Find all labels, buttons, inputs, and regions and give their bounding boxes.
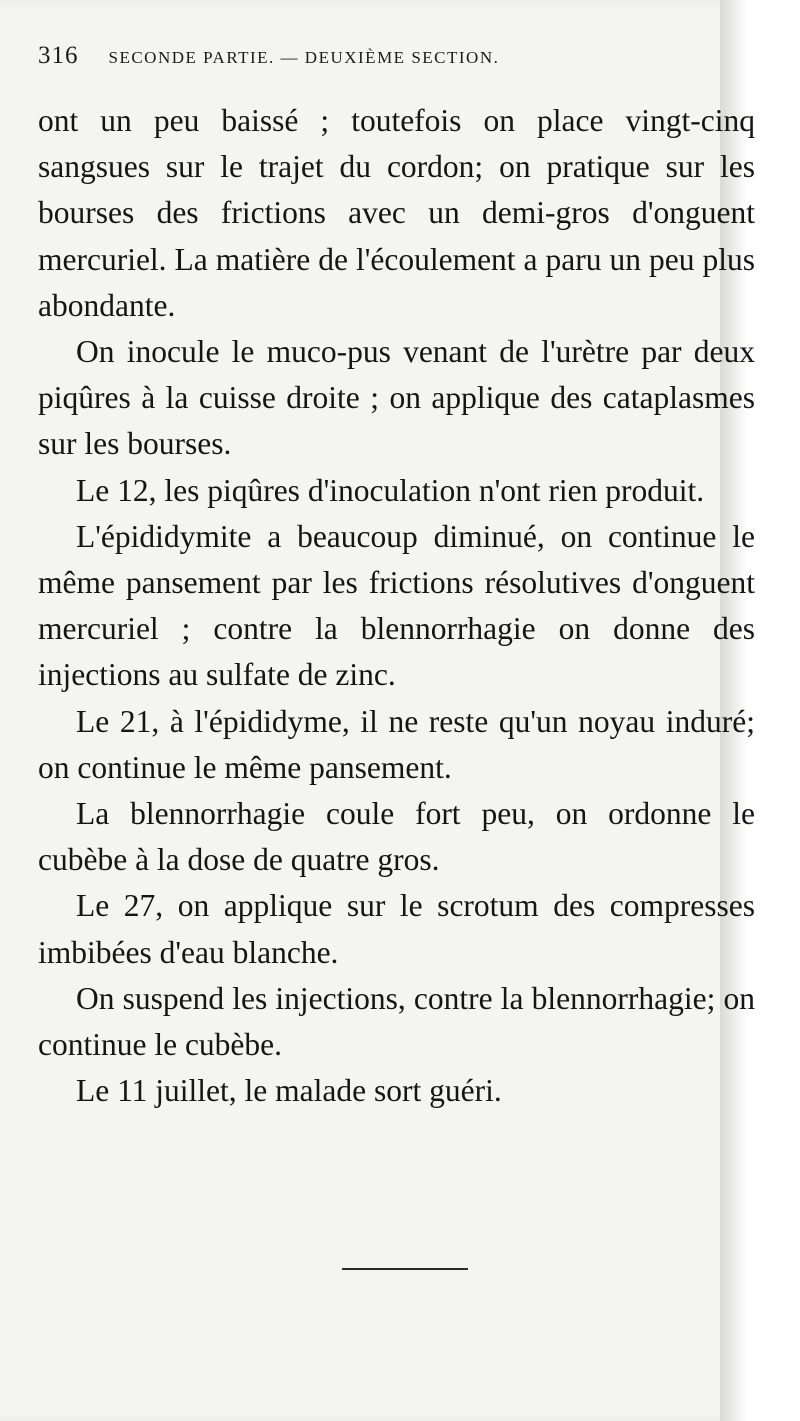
section-end-rule [342, 1268, 468, 1270]
paragraph: On suspend les injections, contre la blennorrhagie; on continue le cubèbe. [38, 980, 755, 1063]
paragraph: Le 11 juillet, le malade sort guéri. [76, 1073, 502, 1109]
paragraph: ont un peu baissé ; toutefois on place vingt-cinq sangsues sur le trajet du cordon; on pratique sur les bourses des frictions avec un demi-gros d'onguent mercuriel. La matière de l'écoulement a paru un peu plus abondante. [38, 103, 755, 323]
paragraph: La blennorrhagie coule fort peu, on ordonne le cubèbe à la dose de quatre gros. [38, 796, 755, 878]
paragraph: L'épididymite a beaucoup diminué, on continue le même pansement par les frictions résolutives d'onguent mercuriel ; contre la blennorrhagie on donne des injections au sulfate de zinc. [38, 518, 755, 693]
paragraph: Le 12, les piqûres d'inoculation n'ont rien produit. [76, 472, 705, 508]
paragraph: Le 27, on applique sur le scrotum des compresses imbibées d'eau blanche. [38, 888, 755, 970]
page-header [38, 42, 668, 70]
body-text [38, 98, 755, 1114]
paragraph: Le 21, à l'épididyme, il ne reste qu'un noyau induré; on continue le même pansement. [38, 703, 755, 785]
page-number: 316 [38, 42, 79, 69]
paragraph: On inocule le muco-pus venant de l'urètre par deux piqûres à la cuisse droite ; on applique des cataplasmes sur les bourses. [38, 334, 755, 462]
running-head: SECONDE PARTIE. — DEUXIÈME SECTION. [108, 48, 500, 67]
